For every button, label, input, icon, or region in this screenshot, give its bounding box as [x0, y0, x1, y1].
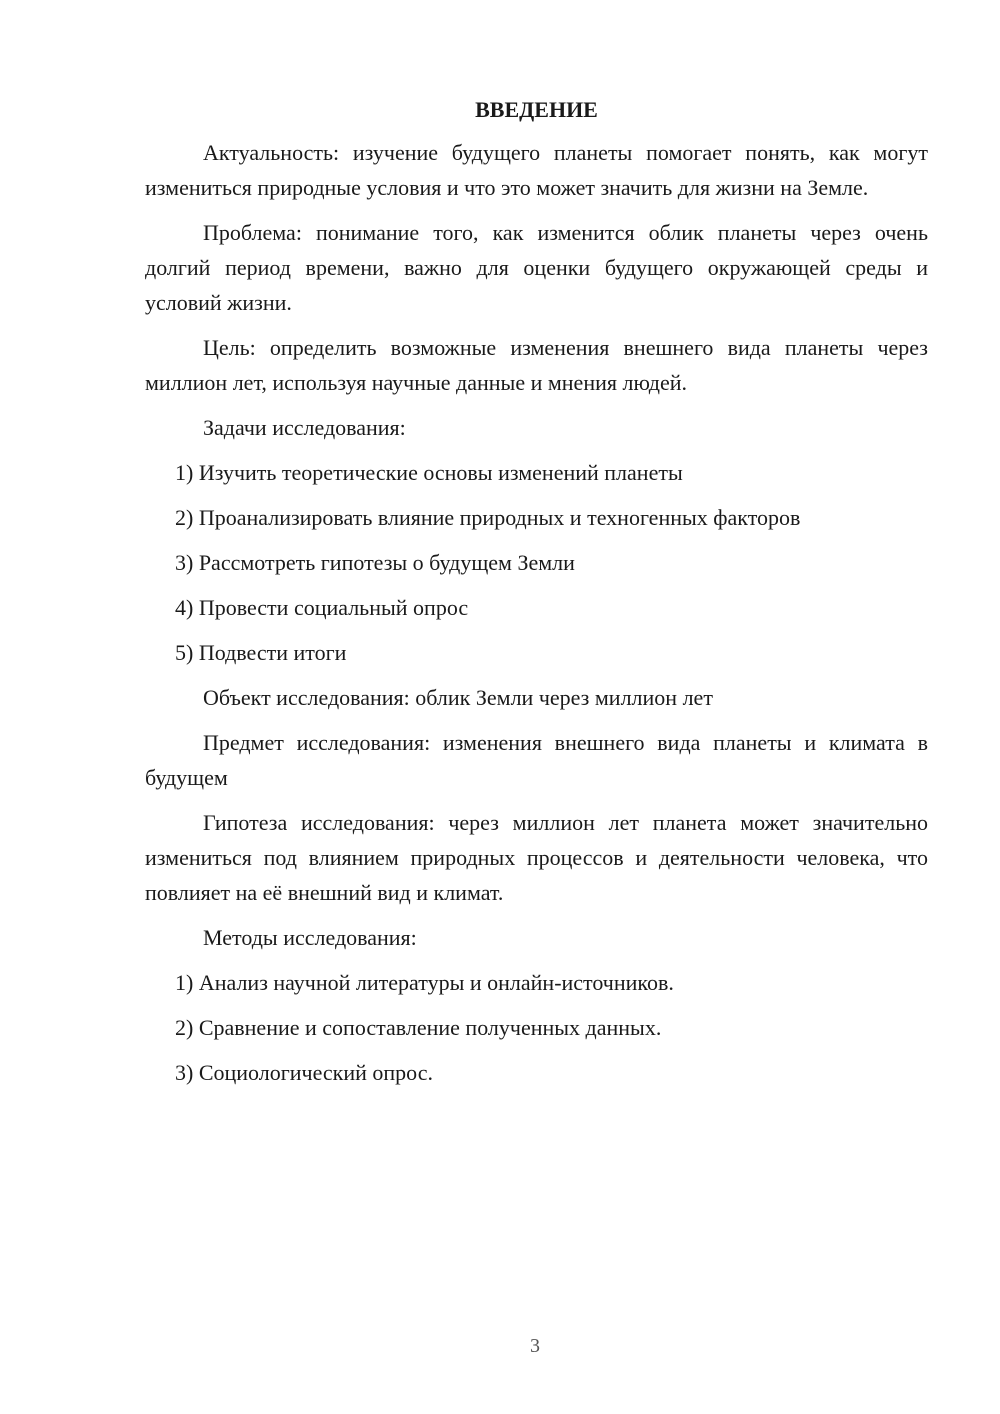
method-item: 3) Социологический опрос. — [175, 1060, 433, 1085]
method-item: 2) Сравнение и сопоставление полученных данных. — [175, 1015, 662, 1040]
goal-paragraph: Цель: определить возможные изменения внешнего вида планеты через миллион лет, используя научные данные и мнения людей. — [145, 335, 928, 395]
subject-paragraph: Предмет исследования: изменения внешнего вида планеты и климата в будущем — [145, 730, 928, 790]
tasks-title: Задачи исследования: — [203, 415, 406, 440]
section-heading: ВВЕДЕНИЕ — [475, 97, 598, 122]
task-item: 1) Изучить теоретические основы изменений планеты — [175, 460, 683, 485]
relevance-paragraph: Актуальность: изучение будущего планеты помогает понять, как могут измениться природные условия и что это может значить для жизни на Земле. — [145, 140, 928, 200]
methods-title: Методы исследования: — [203, 925, 417, 950]
page-number: 3 — [530, 1335, 540, 1357]
task-item: 4) Провести социальный опрос — [175, 595, 469, 620]
problem-paragraph: Проблема: понимание того, как изменится облик планеты через очень долгий период времени, важно для оценки будущего окружающей среды и условий жизни. — [145, 220, 928, 315]
task-item: 2) Проанализировать влияние природных и техногенных факторов — [175, 505, 801, 530]
task-item: 5) Подвести итоги — [175, 640, 347, 665]
document-page — [145, 96, 928, 1100]
hypothesis-paragraph: Гипотеза исследования: через миллион лет планета может значительно измениться под влиянием природных процессов и деятельности человека, что повлияет на её внешний вид и климат. — [145, 810, 928, 905]
object-line: Объект исследования: облик Земли через миллион лет — [203, 685, 713, 710]
task-item: 3) Рассмотреть гипотезы о будущем Земли — [175, 550, 575, 575]
method-item: 1) Анализ научной литературы и онлайн-источников. — [175, 970, 674, 995]
